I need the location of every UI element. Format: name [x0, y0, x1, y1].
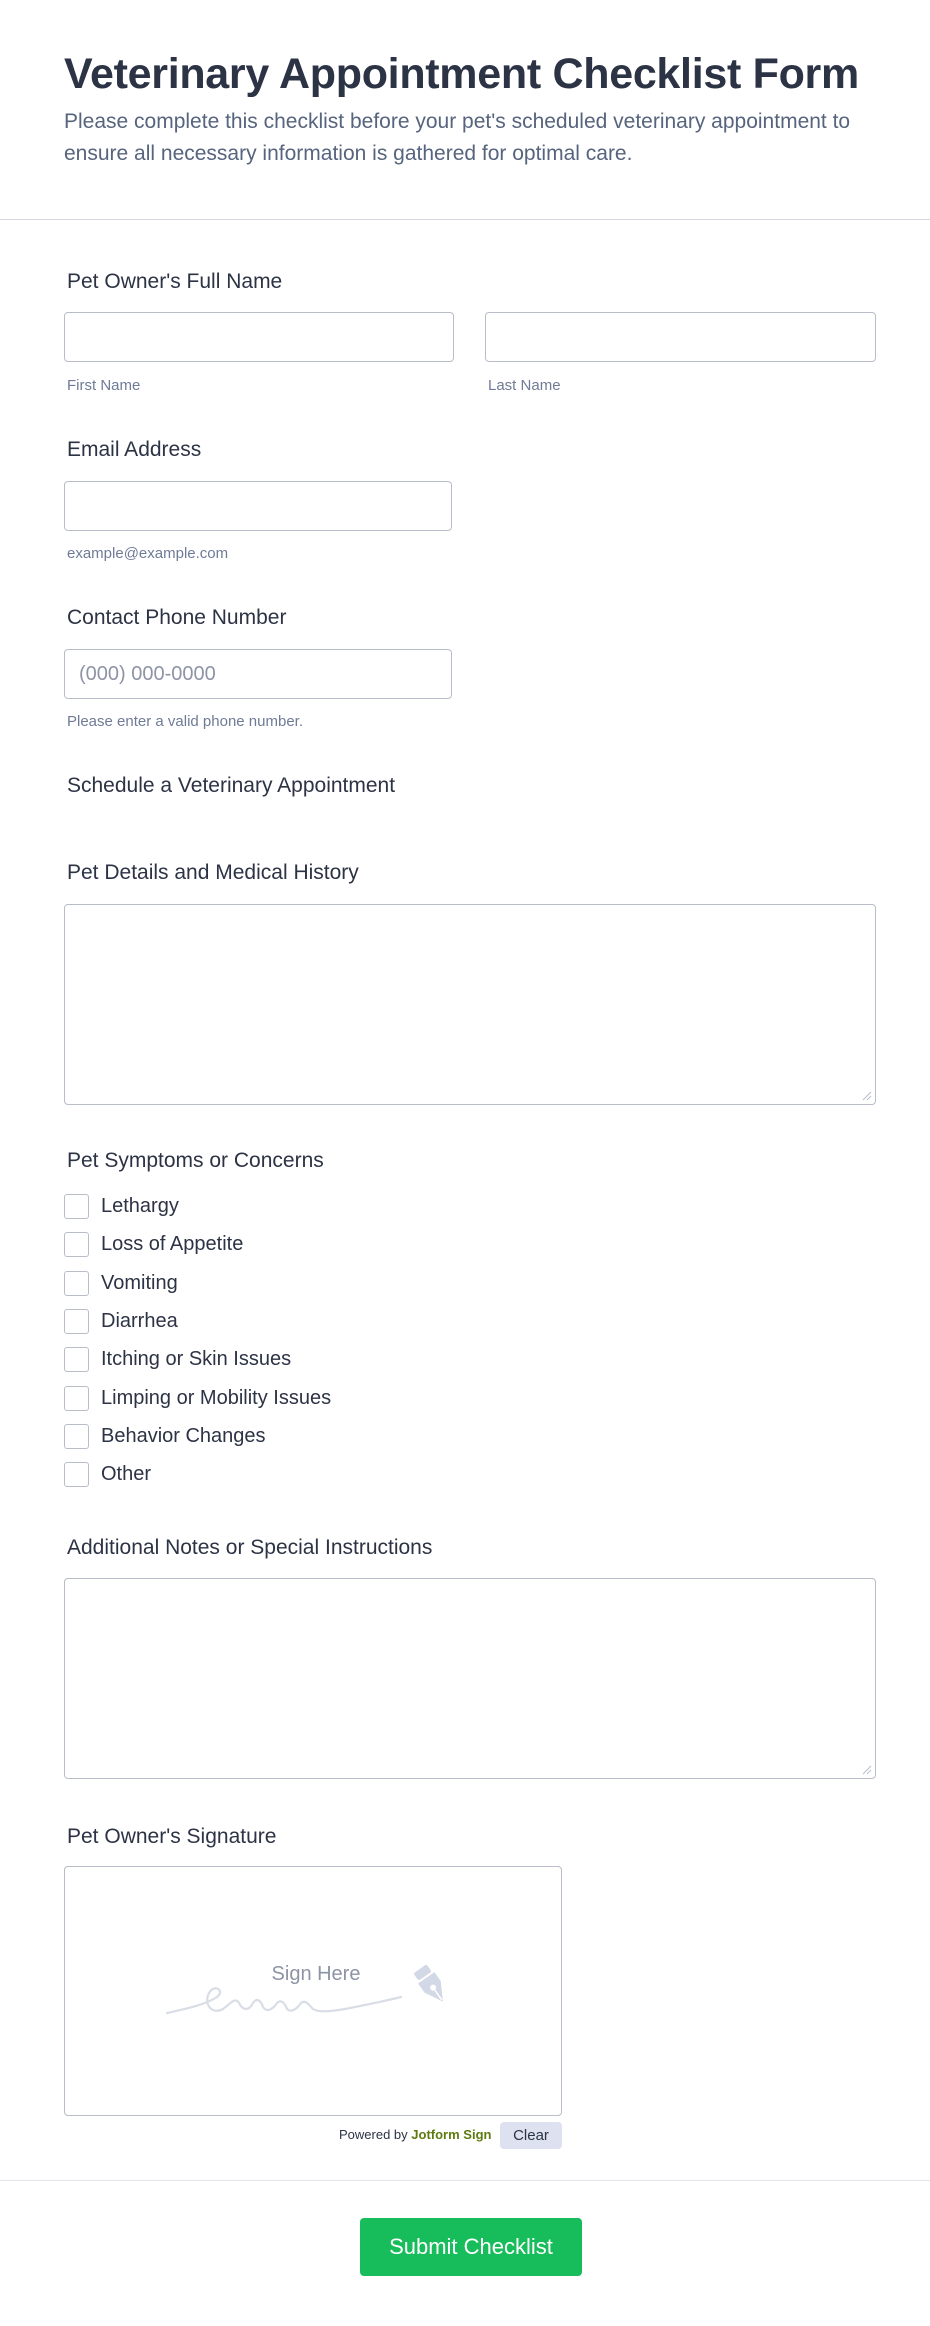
notes-textarea[interactable]: [64, 1578, 876, 1779]
checkbox[interactable]: [64, 1424, 89, 1449]
signature-hint: Sign Here: [271, 1963, 361, 1985]
submit-button[interactable]: Submit Checklist: [360, 2218, 582, 2276]
symptom-option-behavior-changes[interactable]: [64, 1423, 266, 1449]
symptom-option-vomiting[interactable]: [64, 1270, 178, 1296]
symptom-option-other[interactable]: [64, 1461, 151, 1487]
checkbox-label: Vomiting: [101, 1271, 178, 1294]
checkbox-label: Diarrhea: [101, 1309, 178, 1332]
checkbox[interactable]: [64, 1462, 89, 1487]
checkbox[interactable]: [64, 1271, 89, 1296]
symptom-option-lethargy[interactable]: [64, 1193, 179, 1219]
symptoms-label: Pet Symptoms or Concerns: [67, 1149, 324, 1172]
email-label: Email Address: [67, 438, 202, 461]
resize-grip-icon[interactable]: [862, 1091, 872, 1101]
signature-label: Pet Owner's Signature: [67, 1825, 277, 1848]
powered-prefix: Powered by: [339, 2127, 408, 2142]
phone-input[interactable]: [64, 649, 452, 699]
powered-by-text: [339, 2127, 491, 2142]
email-input[interactable]: [64, 481, 452, 531]
first-name-input[interactable]: [64, 312, 454, 362]
checkbox-label: Loss of Appetite: [101, 1232, 244, 1255]
clear-signature-button[interactable]: Clear: [500, 2122, 562, 2149]
first-name-sublabel: First Name: [67, 377, 141, 394]
powered-brand: Jotform Sign: [411, 2127, 492, 2142]
pet-details-label: Pet Details and Medical History: [67, 861, 359, 884]
checkbox[interactable]: [64, 1309, 89, 1334]
checkbox-label: Lethargy: [101, 1194, 179, 1217]
phone-sublabel: Please enter a valid phone number.: [67, 713, 303, 730]
checkbox[interactable]: [64, 1232, 89, 1257]
form-title: Veterinary Appointment Checklist Form: [64, 50, 859, 98]
form-header: [0, 0, 930, 220]
email-sublabel: example@example.com: [67, 545, 229, 562]
appointment-label: Schedule a Veterinary Appointment: [67, 774, 396, 797]
pet-details-textarea[interactable]: [64, 904, 876, 1105]
symptom-option-itching[interactable]: [64, 1346, 291, 1372]
symptom-option-loss-of-appetite[interactable]: [64, 1231, 243, 1257]
last-name-sublabel: Last Name: [488, 377, 561, 394]
signature-pad[interactable]: [64, 1866, 562, 2116]
symptom-option-diarrhea[interactable]: [64, 1308, 178, 1334]
footer-divider: [0, 2180, 930, 2181]
checkbox-label: Other: [101, 1462, 152, 1485]
resize-grip-icon[interactable]: [862, 1765, 872, 1775]
checkbox-label: Behavior Changes: [101, 1424, 266, 1447]
checkbox-label: Itching or Skin Issues: [101, 1347, 292, 1370]
form-subtitle: Please complete this checklist before your pet's scheduled veterinary appointment to ensure all necessary information is gathered for optimal care.: [64, 110, 851, 165]
checkbox[interactable]: [64, 1194, 89, 1219]
checkbox[interactable]: [64, 1386, 89, 1411]
owner-name-label: Pet Owner's Full Name: [67, 270, 283, 293]
phone-label: Contact Phone Number: [67, 606, 287, 629]
last-name-input[interactable]: [485, 312, 876, 362]
notes-label: Additional Notes or Special Instructions: [67, 1536, 433, 1559]
checkbox-label: Limping or Mobility Issues: [101, 1386, 332, 1409]
symptom-option-limping[interactable]: [64, 1385, 331, 1411]
checkbox[interactable]: [64, 1347, 89, 1372]
